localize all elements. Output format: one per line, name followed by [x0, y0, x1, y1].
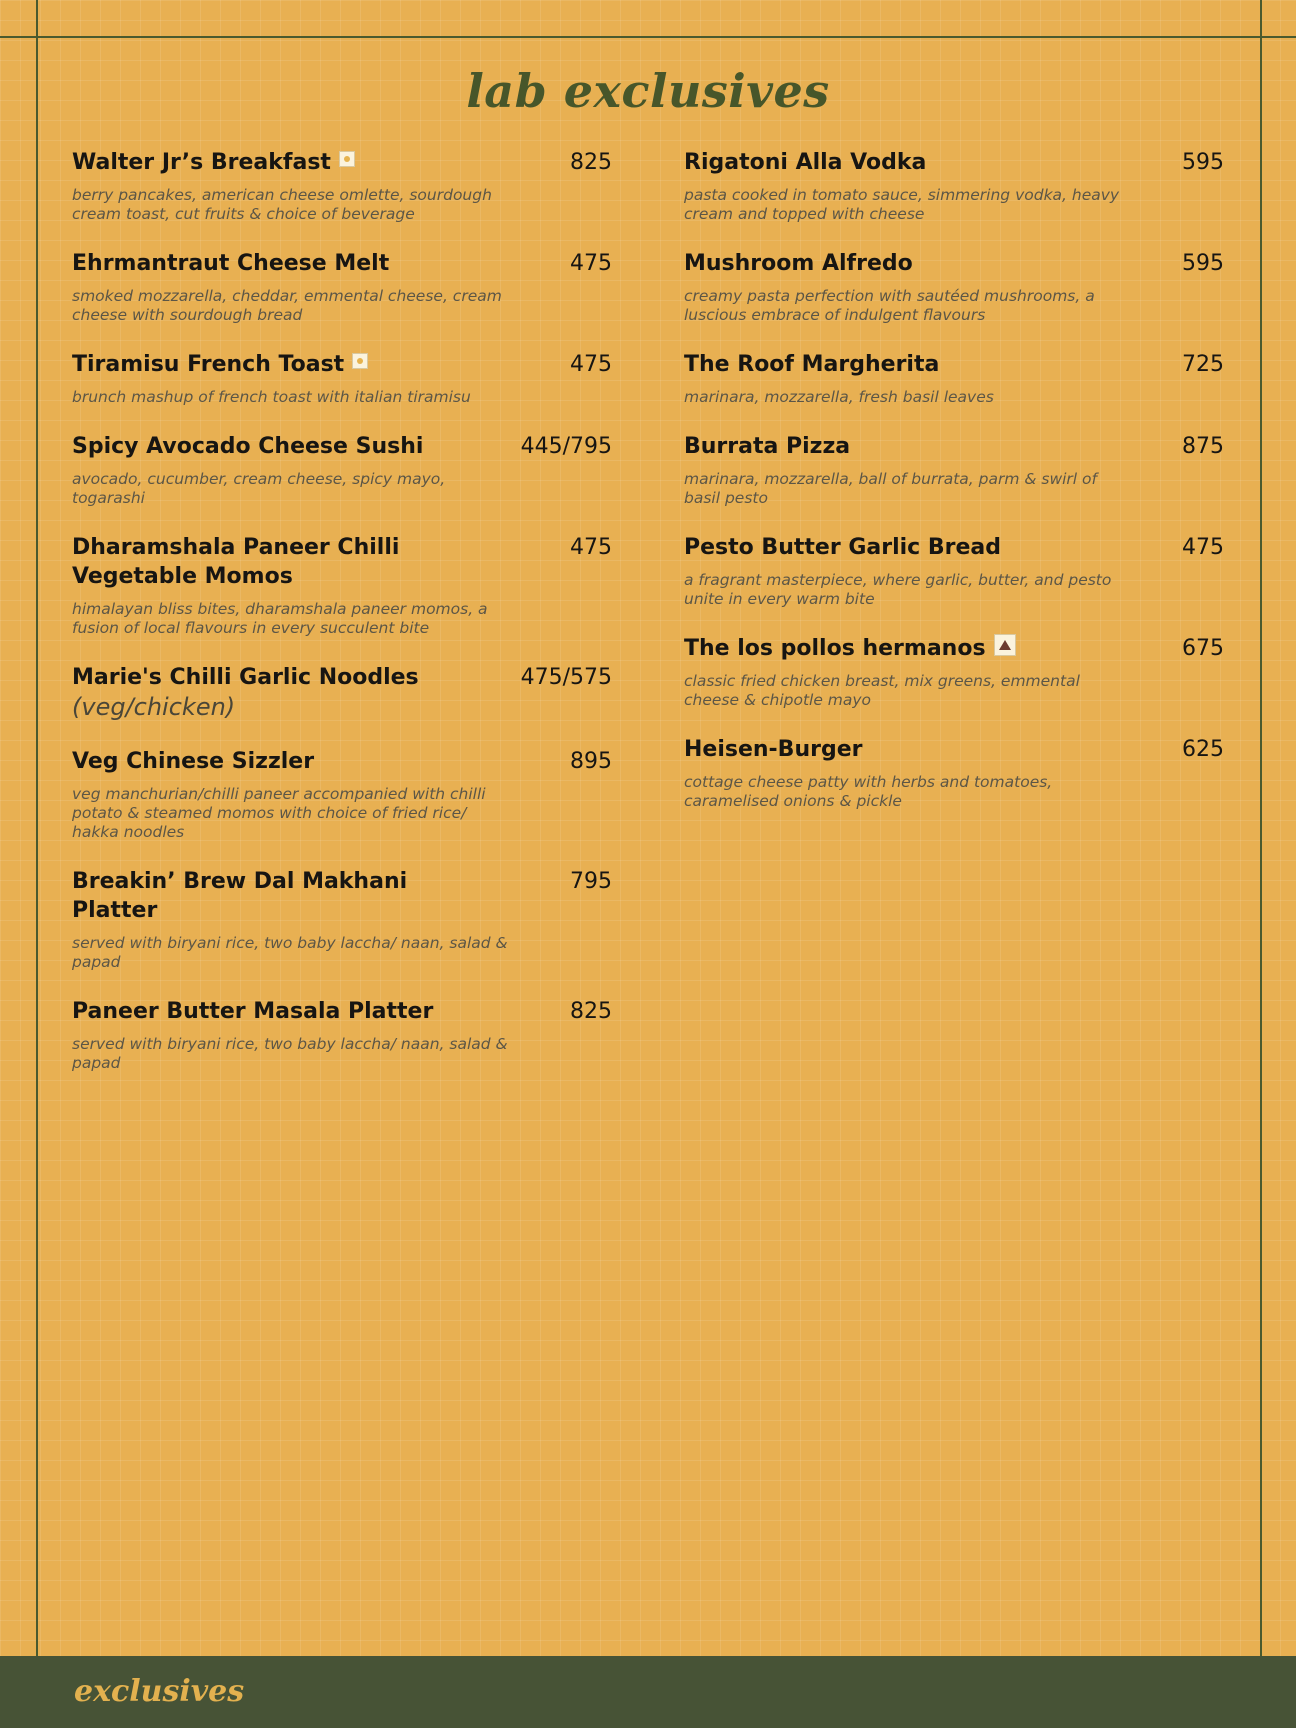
menu-item-description: a fragrant masterpiece, where garlic, butter, and pesto unite in every warm bite [684, 571, 1112, 608]
menu-item-header [684, 148, 1224, 177]
menu-item [684, 735, 1224, 811]
menu-item [684, 350, 1224, 407]
menu-item [684, 432, 1224, 508]
menu-item-header [72, 663, 612, 722]
right-border-line [1260, 0, 1262, 1656]
menu-item-price: 895 [570, 749, 612, 774]
veg-mark-icon [352, 353, 368, 369]
menu-item [72, 148, 612, 224]
menu-item-name [684, 735, 862, 764]
menu-item-header [72, 148, 612, 177]
menu-item-description: himalayan bliss bites, dharamshala paneer momos, a fusion of local flavours in every succulent bite [72, 600, 488, 637]
menu-item-name-text: The Roof Margherita [684, 352, 940, 377]
menu-item-name [72, 867, 492, 925]
menu-item-name [72, 249, 389, 278]
menu-item-price: 725 [1182, 352, 1224, 377]
non-veg-mark-icon [994, 634, 1016, 656]
menu-item-name-text: Burrata Pizza [684, 434, 851, 459]
menu-item-name [72, 533, 492, 591]
menu-item-description: classic fried chicken breast, mix greens, emmental cheese & chipotle mayo [684, 672, 1080, 709]
menu-item-name-text: Paneer Butter Masala Platter [72, 999, 434, 1024]
menu-item-header [684, 634, 1224, 663]
menu-item [72, 663, 612, 722]
left-menu-column [72, 148, 612, 1098]
menu-item-price: 675 [1182, 636, 1224, 661]
menu-item-name [684, 148, 926, 177]
menu-item-name [684, 350, 939, 379]
menu-item-price: 875 [1182, 434, 1224, 459]
menu-item-header [684, 533, 1224, 562]
menu-item-description: cottage cheese patty with herbs and tomatoes, caramelised onions & pickle [684, 773, 1053, 810]
menu-item-name [684, 634, 1016, 663]
menu-item-name [684, 432, 850, 461]
menu-item-description: served with biryani rice, two baby laccha/ naan, salad & papad [72, 1035, 508, 1072]
menu-item-description: avocado, cucumber, cream cheese, spicy mayo, togarashi [72, 470, 446, 507]
right-menu-column [684, 148, 1224, 836]
menu-item-description: smoked mozzarella, cheddar, emmental cheese, cream cheese with sourdough bread [72, 287, 502, 324]
menu-item-name-text: Breakin’ Brew Dal Makhani Platter [72, 869, 408, 923]
menu-item-name-text: Heisen-Burger [684, 737, 863, 762]
veg-mark-icon [339, 151, 355, 167]
menu-item-price: 625 [1182, 737, 1224, 762]
dot-icon [357, 358, 363, 364]
menu-item [684, 533, 1224, 609]
menu-item-price: 475 [570, 535, 612, 560]
menu-item-header [684, 432, 1224, 461]
menu-item [72, 249, 612, 325]
menu-item [684, 634, 1224, 710]
menu-item-name-text: Marie's Chilli Garlic Noodles [72, 665, 419, 690]
triangle-icon [999, 640, 1011, 650]
menu-item-header [72, 350, 612, 379]
menu-item-name-text: Dharamshala Paneer Chilli Vegetable Momos [72, 535, 400, 589]
menu-item [72, 867, 612, 972]
menu-item-price: 475 [570, 251, 612, 276]
menu-item-name [72, 997, 433, 1026]
menu-item-header [72, 249, 612, 278]
menu-item-name [72, 747, 314, 776]
menu-item-name [72, 350, 368, 379]
menu-item-price: 825 [570, 150, 612, 175]
menu-item-header [684, 249, 1224, 278]
menu-item-price: 475/575 [520, 665, 612, 690]
menu-item-description: pasta cooked in tomato sauce, simmering vodka, heavy cream and topped with cheese [684, 186, 1120, 223]
menu-item-description: marinara, mozzarella, ball of burrata, parm & swirl of basil pesto [684, 470, 1097, 507]
menu-item-description: veg manchurian/chilli paneer accompanied with chilli potato & steamed momos with choice of fried rice/ hakka noodles [72, 785, 486, 841]
menu-item-price: 445/795 [520, 434, 612, 459]
menu-item-name-text: Veg Chinese Sizzler [72, 749, 315, 774]
footer-label: exclusives [74, 1674, 245, 1709]
menu-item-price: 475 [570, 352, 612, 377]
menu-item-description: served with biryani rice, two baby laccha/ naan, salad & papad [72, 934, 508, 971]
menu-item-header [72, 997, 612, 1026]
menu-item-name [72, 148, 355, 177]
menu-item-price: 825 [570, 999, 612, 1024]
menu-item-name-text: The los pollos hermanos [684, 636, 986, 661]
menu-item-header [72, 747, 612, 776]
menu-item-price: 795 [570, 869, 612, 894]
menu-item-subtitle: (veg/chicken) [72, 693, 236, 721]
menu-item-price: 595 [1182, 150, 1224, 175]
menu-item [72, 350, 612, 407]
menu-item-description: creamy pasta perfection with sautéed mushrooms, a luscious embrace of indulgent flavours [684, 287, 1095, 324]
menu-item [684, 148, 1224, 224]
menu-item [72, 747, 612, 842]
top-border-line [0, 36, 1296, 38]
menu-item-name-text: Pesto Butter Garlic Bread [684, 535, 1001, 560]
dot-icon [344, 156, 350, 162]
menu-item-header [72, 533, 612, 591]
menu-item [72, 997, 612, 1073]
menu-section-title: lab exclusives [466, 64, 830, 118]
menu-item-name-text: Ehrmantraut Cheese Melt [72, 251, 390, 276]
menu-item-price: 595 [1182, 251, 1224, 276]
left-border-line [36, 0, 38, 1656]
menu-item-name-text: Mushroom Alfredo [684, 251, 913, 276]
menu-item-name [72, 432, 423, 461]
menu-item-name-text: Spicy Avocado Cheese Sushi [72, 434, 424, 459]
menu-item-name [72, 663, 419, 722]
menu-item-name [684, 533, 1001, 562]
menu-item-description: brunch mashup of french toast with italian tiramisu [72, 388, 471, 406]
menu-item-header [72, 867, 612, 925]
menu-item-header [72, 432, 612, 461]
menu-item [684, 249, 1224, 325]
menu-item-name [684, 249, 913, 278]
menu-item-name-text: Rigatoni Alla Vodka [684, 150, 927, 175]
menu-item-description: berry pancakes, american cheese omlette, sourdough cream toast, cut fruits & choice of beverage [72, 186, 492, 223]
menu-item [72, 533, 612, 638]
menu-item-description: marinara, mozzarella, fresh basil leaves [684, 388, 994, 406]
menu-item-header [684, 735, 1224, 764]
menu-item-price: 475 [1182, 535, 1224, 560]
menu-item [72, 432, 612, 508]
menu-item-header [684, 350, 1224, 379]
menu-item-name-text: Walter Jr’s Breakfast [72, 150, 331, 175]
menu-item-name-text: Tiramisu French Toast [72, 352, 345, 377]
